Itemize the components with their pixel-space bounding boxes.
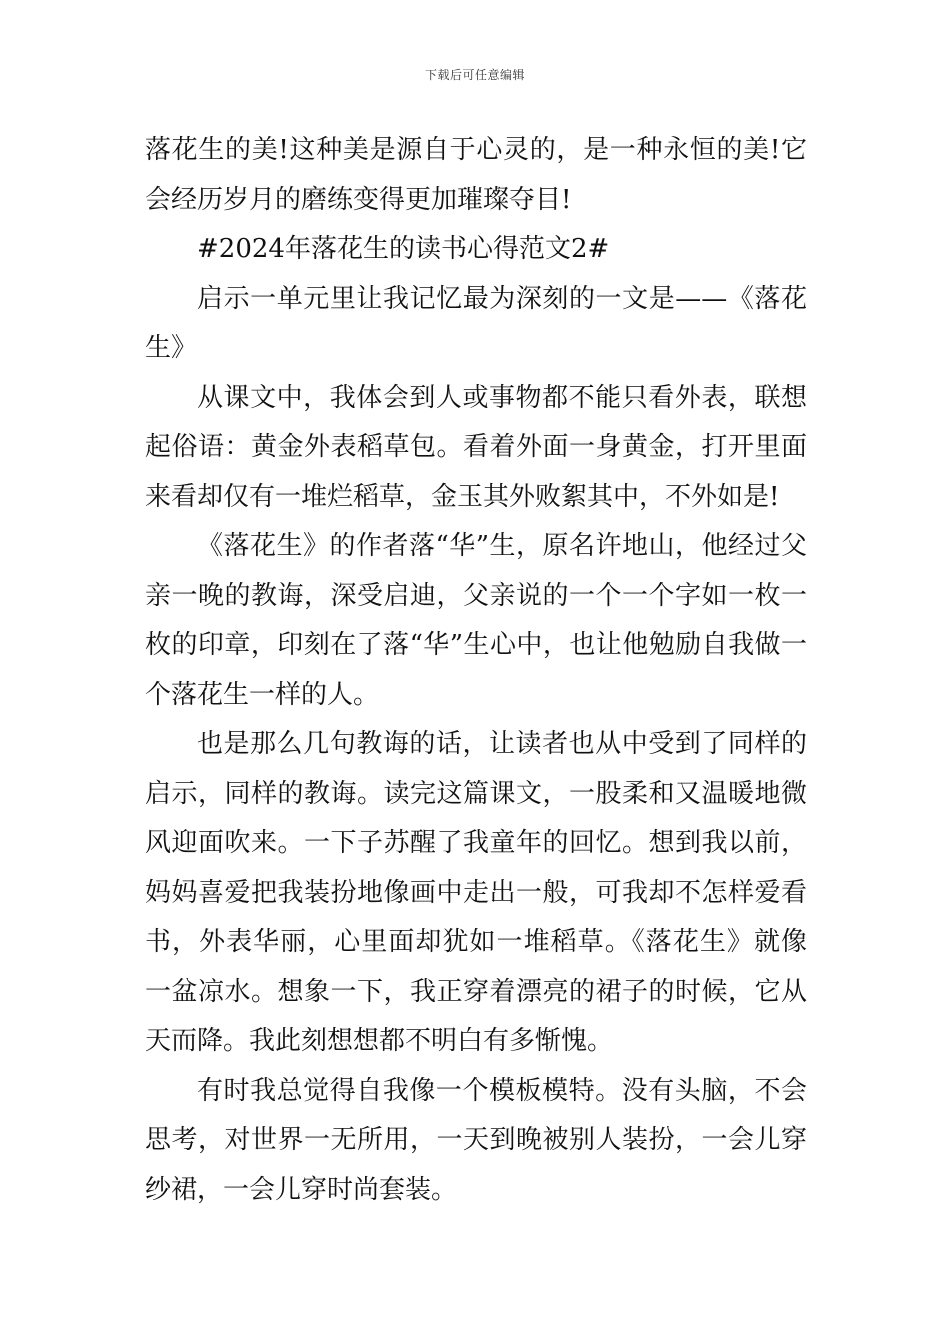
paragraph: 《落花生》的作者落“华”生，原名许地山，他经过父亲一晚的教诲，深受启迪，父亲说的一个一个字如一枚一枚的印章，印刻在了落“华”生心中，也让他勉励自我做一个落花生一样的人。: [145, 531, 807, 710]
paragraph: 启示一单元里让我记忆最为深刻的一文是——《落花生》: [145, 283, 807, 363]
paragraph: 有时我总觉得自我像一个模板模特。没有头脑，不会思考，对世界一无所用，一天到晚被别人装扮，一会儿穿纱裙，一会儿穿时尚套装。: [145, 1075, 807, 1205]
header-note: 下载后可任意编辑: [424, 68, 525, 82]
document-body: [145, 126, 807, 1215]
paragraph-continuation: 落花生的美!这种美是源自于心灵的，是一种永恒的美!它会经历岁月的磨练变得更加璀璨夺目!: [145, 135, 807, 215]
paragraph: 也是那么几句教诲的话，让读者也从中受到了同样的启示，同样的教诲。读完这篇课文，一股柔和又温暖地微风迎面吹来。一下子苏醒了我童年的回忆。想到我以前，妈妈喜爱把我装扮地像画中走出一般，可我却不怎样爱看书，外表华丽，心里面却犹如一堆稻草。《落花生》就像一盆凉水。想象一下，我正穿着漂亮的裙子的时候，它从天而降。我此刻想想都不明白有多惭愧。: [145, 729, 807, 1056]
section-heading: #2024年落花生的读书心得范文2#: [197, 234, 610, 264]
paragraph: 从课文中，我体会到人或事物都不能只看外表，联想起俗语：黄金外表稻草包。看着外面一身黄金，打开里面来看却仅有一堆烂稻草，金玉其外败絮其中，不外如是!: [145, 382, 807, 512]
